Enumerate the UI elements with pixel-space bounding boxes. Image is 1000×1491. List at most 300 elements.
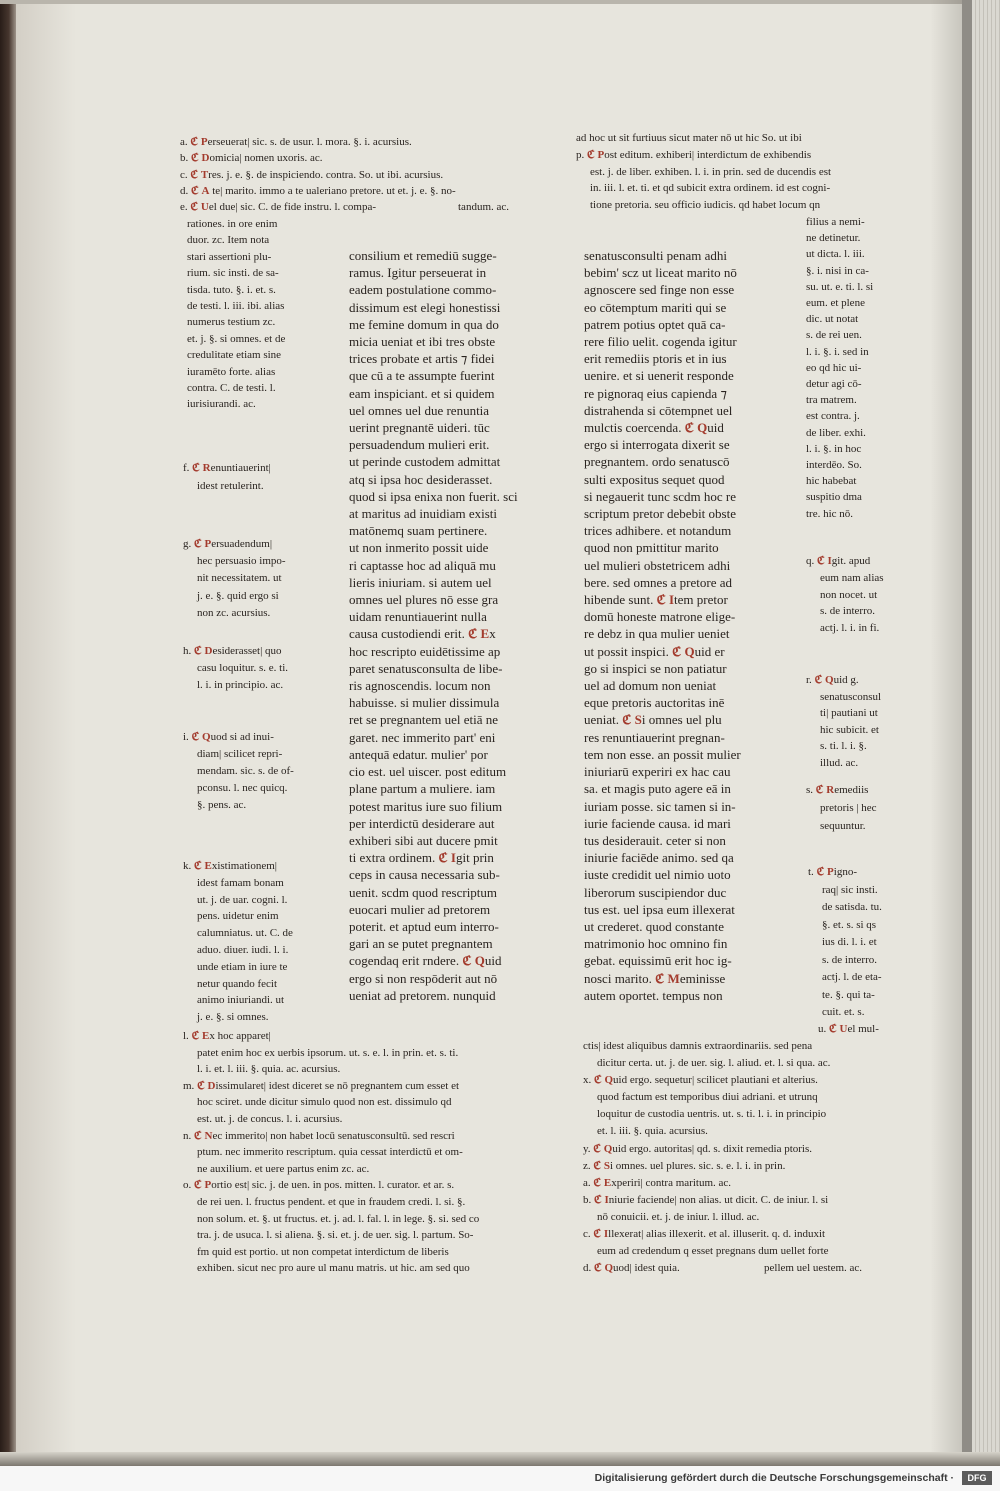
rubricated-initial: P <box>827 866 834 878</box>
gloss-line: rium. sic insti. de sa- <box>187 267 279 280</box>
page-leaves-edge <box>972 0 1000 1466</box>
gloss-line: fm quid est portio. ut non competat interdictum de liberis <box>197 1245 449 1258</box>
gloss-line: nit necessitatem. ut <box>197 572 282 585</box>
text-line: iniuriarū experiri ex hac cau <box>584 764 731 780</box>
gloss-line: animo iniuriandi. ut <box>197 994 285 1007</box>
page-fore-edge <box>962 0 972 1466</box>
text-line: senatusconsulti penam adhi <box>584 248 727 263</box>
gloss-line: l. i. §. i. sed in <box>806 345 869 358</box>
gloss-line: §. pens. ac. <box>197 799 247 811</box>
gloss-line: pretoris | hec <box>820 802 877 814</box>
gloss-line: loquitur de custodia uentris. ut. s. ti. l. i. in principio <box>597 1108 827 1121</box>
rubricated-initial: E <box>202 1030 210 1042</box>
gloss-bottom-right <box>583 1038 830 1277</box>
gutter-shadow <box>16 0 76 1466</box>
text-line: ueniat ad pretorem. nunquid <box>349 987 496 1003</box>
rubricated-initial: P <box>597 148 605 161</box>
gloss-line: l. i. §. in hoc <box>806 442 862 455</box>
text-line: domū honeste matrone elige- <box>584 609 736 625</box>
text-line: me femine domum in qua do <box>349 316 499 332</box>
text-line: ut non inmerito possit uide <box>349 540 489 556</box>
paragraph-mark: ℭ <box>197 1079 205 1092</box>
gloss-line: s. de interro. <box>820 605 875 618</box>
gloss-line: su. ut. e. ti. l. si <box>806 280 874 293</box>
rubricated-initial: I <box>668 592 675 608</box>
rubricated-initial: Q <box>684 643 695 659</box>
text-line: ti extra ordinem. ℭ Igit prin <box>349 850 494 866</box>
paragraph-mark: ℭ <box>829 1023 837 1035</box>
gloss-bottom-left <box>183 1028 479 1277</box>
gloss-line: a. ℭ Experiri| contra maritum. ac. <box>583 1176 732 1189</box>
text-line: eadem postulatione commo- <box>349 282 497 298</box>
gloss-line: credulitate etiam sine <box>187 349 282 362</box>
gloss-line: tisda. tuto. §. i. et. s. <box>187 283 276 296</box>
gloss-line: f. ℭ Renuntiauerint| <box>183 462 271 474</box>
gloss-line: l. i. et. l. iii. §. quia. ac. acursius. <box>197 1063 341 1076</box>
text-line: quod si ipsa enixa non fuerit. sci <box>349 488 518 504</box>
text-line: eque pretoris auctoritas inē <box>584 695 725 711</box>
text-line: re pignoraq eius capienda ⁊ <box>584 385 727 401</box>
text-line: quod non pmittitur marito <box>584 540 719 556</box>
gloss-line: z. ℭ Si omnes. uel plures. sic. s. e. l. i. in prin. <box>583 1159 786 1172</box>
gloss-line: ptum. nec immerito rescriptum. quia cessat interdictū et om- <box>197 1146 463 1159</box>
gloss-line: ti| pautiani ut <box>820 707 878 720</box>
gloss-line: non nocet. ut <box>820 588 878 601</box>
rubricated-initial: Q <box>697 420 708 436</box>
text-line: trices adhibere. et notandum <box>584 523 732 539</box>
gloss-line: tra. j. de usuca. l. si aliena. §. si. et. j. de uer. sig. l. partum. So- <box>197 1229 474 1242</box>
gloss-line: s. ti. l. i. §. <box>820 740 867 753</box>
gloss-line: m. ℭ Dissimularet| idest diceret se nō pregnantem cum esset et <box>183 1079 460 1092</box>
text-line: matōnemq suam pertinere. <box>349 523 488 539</box>
text-line: potest maritus iure suo filium <box>349 798 503 814</box>
gloss-line: §. i. nisi in ca- <box>806 264 869 277</box>
text-line: iuste credidit uel nimio uoto <box>584 867 731 883</box>
rubricated-initial: Q <box>825 674 834 686</box>
gloss-line: netur quando fecit <box>197 977 278 990</box>
gloss-line: filius a nemi- <box>806 216 865 228</box>
gloss-top-left-continuation <box>458 199 509 215</box>
rubricated-initial: U <box>200 201 209 214</box>
rubricated-initial: I <box>603 1228 609 1241</box>
text-line: atq si ipsa hoc desiderasset. <box>349 471 493 487</box>
paragraph-mark: ℭ <box>814 674 823 686</box>
funding-credit: Digitalisierung gefördert durch die Deutsche Forschungsgemeinschaft · <box>594 1472 954 1484</box>
rubricated-initial: M <box>667 970 680 986</box>
text-line: ut crederet. quod constante <box>584 918 725 934</box>
rubricated-initial: Q <box>604 1262 614 1275</box>
text-line: hibende sunt. ℭ Item pretor <box>584 592 728 608</box>
gloss-line: o. ℭ Portio est| sic. j. de uen. in pos. mitten. l. curator. et ar. s. <box>183 1179 455 1192</box>
gloss-line: duor. zc. Item nota <box>187 234 270 247</box>
rubricated-initial: S <box>603 1159 610 1172</box>
text-line: gari an se putet pregnantem <box>349 936 493 952</box>
paragraph-mark: ℭ <box>593 1228 602 1241</box>
gloss-line: y. ℭ Quid ergo. autoritas| qd. s. dixit remedia ptoris. <box>583 1142 813 1155</box>
gloss-top-right <box>576 130 831 214</box>
dfg-logo: DFG <box>962 1471 992 1485</box>
rubricated-initial: Q <box>202 731 211 743</box>
paragraph-mark: ℭ <box>593 1142 602 1155</box>
text-line: persuadendum mulieri erit. <box>349 437 490 453</box>
paragraph-mark: ℭ <box>593 1159 602 1172</box>
paragraph-mark: ℭ <box>594 1262 602 1275</box>
text-line: uenit. scdm quod rescriptum <box>349 884 498 900</box>
gloss-line: calumniatus. ut. C. de <box>197 927 293 940</box>
gloss-line: tra matrem. <box>806 394 857 407</box>
gloss-line: et. l. iii. §. quia. acursius. <box>597 1125 708 1138</box>
gloss-line: de rei uen. l. fructus pendent. et que in fraudem credi. l. si. §. <box>197 1195 466 1208</box>
gloss-left-margin <box>187 216 285 413</box>
text-line: ut perinde custodem admittat <box>349 454 501 470</box>
text-line: ret se pregnantem uel etiā ne <box>349 712 499 728</box>
text-line: matrimonio hoc omnino fin <box>584 936 728 952</box>
gloss-line: tandum. ac. <box>458 201 510 213</box>
text-line: cio est. uel uiscer. post editum <box>349 764 507 780</box>
gloss-line: hoc sciret. unde dicitur simulo quod non est. dissimulo qd <box>197 1096 452 1109</box>
gloss-line: est. j. de liber. exhiben. l. i. in prin. sed de ducendis est <box>590 165 832 178</box>
gloss-line: eo qd hic ui- <box>806 361 862 374</box>
rubricated-initial: I <box>604 1193 609 1206</box>
text-line: eam inspiciant. et si quidem <box>349 385 495 401</box>
gloss-line: exhiben. sicut nec pro aure ul manu matris. ut hic. am sed quo <box>197 1262 470 1275</box>
gloss-line: s. ℭ Remediis <box>806 784 869 796</box>
gloss-line: e. ℭ Uel due| sic. C. de fide instru. l. compa- <box>180 201 376 214</box>
gloss-i <box>183 729 294 814</box>
text-line: scriptum pretor debebit obste <box>584 506 736 522</box>
gloss-line: nō conuicii. et. j. de iniur. l. illud. ac. <box>597 1210 760 1223</box>
text-line: ris agnoscendis. locum non <box>349 678 491 694</box>
text-line: uel mulieri obstetricem adhi <box>584 557 731 573</box>
gloss-line: non zc. acursius. <box>197 606 271 619</box>
gloss-line: q. ℭ Igit. apud <box>806 555 871 567</box>
gloss-line: ut. j. de uar. cogni. l. <box>197 893 288 906</box>
gloss-line: pellem uel uestem. ac. <box>764 1262 863 1274</box>
gloss-t <box>808 864 882 1022</box>
gloss-line: de liber. exhi. <box>806 426 866 439</box>
paragraph-mark: ℭ <box>191 1030 200 1042</box>
gloss-line: quod factum est temporibus diui adriani. et utrunq <box>597 1091 818 1104</box>
paragraph-mark: ℭ <box>438 850 448 866</box>
text-line: uidam renuntiauerint nulla <box>349 609 487 625</box>
text-line: ri captasse hoc ad aliquā mu <box>349 557 496 573</box>
rubricated-initial: E <box>204 860 212 872</box>
gloss-k <box>183 858 293 1026</box>
rubricated-initial: E <box>603 1176 612 1189</box>
text-line: iuriam posse. sic tamen si in- <box>584 798 736 814</box>
gloss-line: hic habebat <box>806 475 857 488</box>
gloss-r <box>806 672 881 772</box>
paragraph-mark: ℭ <box>194 1179 202 1192</box>
gloss-line: h. ℭ Desiderasset| quo <box>183 645 282 657</box>
text-line: patrem potius optet quā ca- <box>584 316 726 332</box>
gloss-line: stari assertioni plu- <box>187 250 272 263</box>
gloss-line: x. ℭ Quid ergo. sequetur| scilicet plautiani et alterius. <box>583 1074 818 1087</box>
text-line: go si inspici se non patiatur <box>584 660 727 676</box>
gloss-line: j. e. §. quid ergo si <box>197 589 279 602</box>
text-line: euocari mulier ad pretorem <box>349 901 491 917</box>
gloss-line: p. ℭ Post editum. exhiberi| interdictum de exhibendis <box>576 148 812 161</box>
gloss-line: hec persuasio impo- <box>197 555 286 568</box>
gloss-line: iurisiurandi. ac. <box>187 398 256 411</box>
gloss-line: d. ℭ Quod| idest quia. <box>583 1262 680 1275</box>
rubricated-initial: I <box>450 850 456 866</box>
gloss-line: detur agi cō- <box>806 378 862 391</box>
paragraph-mark: ℭ <box>192 462 200 474</box>
paragraph-mark: ℭ <box>593 1176 602 1189</box>
gloss-line: suspitio dma <box>806 491 862 504</box>
gloss-line: r. ℭ Quid g. <box>806 674 859 686</box>
text-line: plane partum a muliere. iam <box>349 781 496 797</box>
gloss-line: k. ℭ Existimationem| <box>183 860 277 872</box>
gloss-line: ut dicta. l. iii. <box>806 248 865 261</box>
rubricated-initial: R <box>202 462 211 474</box>
text-line: at maritus ad inuidiam existi <box>349 506 498 522</box>
rubricated-initial: N <box>204 1129 213 1142</box>
gloss-line: s. de rei uen. <box>806 329 862 342</box>
text-line: si negauerit tunc scdm hoc re <box>584 488 736 504</box>
book-binding-edge <box>0 0 16 1466</box>
gloss-line: hic subicit. et <box>820 723 879 736</box>
paragraph-mark: ℭ <box>190 168 199 181</box>
rubricated-initial: R <box>826 784 835 796</box>
gloss-line: i. ℭ Quod si ad inui- <box>183 731 274 743</box>
text-line: ramus. Igitur perseuerat in <box>349 265 487 281</box>
text-line: antequā edatur. mulier' por <box>349 746 488 762</box>
paragraph-mark: ℭ <box>194 538 202 550</box>
text-line: uel omnes uel due renuntia <box>349 402 490 418</box>
gloss-line: ius di. l. i. et <box>822 936 877 948</box>
gloss-line: unde etiam in iure te <box>197 960 288 973</box>
text-line: micia ueniat et ibi tres obste <box>349 334 496 350</box>
paragraph-mark: ℭ <box>672 643 682 659</box>
text-line: tus est. uel ipsa eum illexerat <box>584 901 735 917</box>
gloss-line: cuit. et. s. <box>822 1006 865 1018</box>
gloss-line: patet enim hoc ex uerbis ipsorum. ut. s. e. l. in prin. et. s. ti. <box>197 1046 459 1059</box>
gloss-line: ne detinetur. <box>806 232 861 245</box>
page-bottom-edge <box>0 1452 1000 1466</box>
gloss-line: pconsu. l. nec quicq. <box>197 782 288 794</box>
rubricated-initial: Q <box>603 1142 613 1155</box>
paragraph-mark: ℭ <box>191 731 200 743</box>
rubricated-initial: P <box>204 1179 212 1192</box>
gloss-line: t. ℭ Pigno- <box>808 866 858 878</box>
text-line: garet. nec immerito part' eni <box>349 729 496 745</box>
gloss-line: de testi. l. iii. ibi. alias <box>187 300 285 313</box>
text-line: uenire. et si uenerit responde <box>584 368 734 384</box>
text-line: uel ad domum non ueniat <box>584 678 717 694</box>
paragraph-mark: ℭ <box>684 420 694 436</box>
paragraph-mark: ℭ <box>815 784 824 796</box>
gloss-line: iuramēto forte. alias <box>187 365 276 378</box>
text-line: erit remediis ptoris et in ius <box>584 351 727 367</box>
gloss-line: illud. ac. <box>820 756 859 769</box>
paragraph-mark: ℭ <box>468 626 478 642</box>
gloss-line: b. ℭ Iniurie faciende| non alias. ut dicit. C. de iniur. l. si <box>583 1193 829 1206</box>
paragraph-mark: ℭ <box>656 592 666 608</box>
gloss-line: s. de interro. <box>822 953 877 966</box>
gloss-line: idest famam bonam <box>197 876 284 889</box>
gloss-line: rationes. in ore enim <box>187 218 278 230</box>
text-line: exhiberi sibi aut ducere pmit <box>349 832 498 848</box>
gloss-f <box>183 459 271 495</box>
gloss-line: §. et. s. si qs <box>822 918 877 931</box>
rubricated-initial: D <box>201 152 210 165</box>
paragraph-mark: ℭ <box>462 953 472 969</box>
text-line: iurie faciende causa. id mari <box>584 815 731 831</box>
text-line: uerint pregnantē uideri. tūc <box>349 420 490 436</box>
text-line: cogendaq erit rndere. ℭ Quid <box>349 953 502 969</box>
gloss-line: te. §. qui ta- <box>822 988 875 1001</box>
gloss-line: a. ℭ Perseuerat| sic. s. de usur. l. mora. §. i. acursius. <box>180 136 412 148</box>
text-line: bere. sed omnes a pretore ad <box>584 574 732 590</box>
text-line: bebim' scz ut liceat marito nō <box>584 265 737 281</box>
gloss-h <box>183 643 288 694</box>
gloss-line: tione pretoria. seu officio iudicis. qd habet locum qn <box>590 199 821 211</box>
gloss-line: dicitur certa. ut. j. de uer. sig. l. aliud. et. l. si qua. ac. <box>597 1057 831 1070</box>
paragraph-mark: ℭ <box>190 201 199 214</box>
gloss-line: j. e. §. si omnes. <box>197 1011 269 1024</box>
text-line: sulti expositus sequet quod <box>584 471 725 487</box>
gloss-line: d. ℭ A te| marito. immo a te ualeriano pretore. ut et. j. e. §. no- <box>180 184 456 197</box>
gloss-top-left <box>180 134 456 215</box>
text-line: eo cōtemptum mariti qui se <box>584 299 727 315</box>
text-line: sa. et magis puto agere eā in <box>584 781 731 797</box>
gloss-line: de satisda. tu. <box>822 901 882 913</box>
paragraph-mark: ℭ <box>194 1129 202 1142</box>
gloss-line: c. ℭ Tres. j. e. §. de inspiciendo. contra. So. ut ibi. acursius. <box>180 168 444 181</box>
text-line: dissimum est elegi honestissi <box>349 299 501 315</box>
text-line: tus desiderauit. ceter si non <box>584 832 726 848</box>
paragraph-mark: ℭ <box>622 712 632 728</box>
paragraph-mark: ℭ <box>191 184 199 197</box>
text-line: poterit. et aptud eum interro- <box>349 918 499 934</box>
text-line: lieris iniuriam. si autem uel <box>349 574 492 590</box>
gloss-line: numerus testium zc. <box>187 316 276 329</box>
text-line: ceps in causa necessaria sub- <box>349 867 500 883</box>
paragraph-mark: ℭ <box>194 860 202 872</box>
gloss-line: actj. l. i. in fi. <box>820 622 880 635</box>
text-line: consilium et remediū sugge- <box>349 248 497 263</box>
paragraph-mark: ℭ <box>194 645 202 657</box>
gloss-line: senatusconsul <box>820 690 882 703</box>
main-text-left-column <box>349 247 518 1004</box>
paragraph-mark: ℭ <box>594 1193 602 1206</box>
rubricated-initial: D <box>204 645 213 657</box>
gloss-line: idest retulerint. <box>197 480 264 492</box>
rubricated-initial: E <box>480 626 490 642</box>
gloss-line: diam| scilicet repri- <box>197 748 283 760</box>
rubricated-initial: Q <box>474 953 485 969</box>
text-line: ergo si interrogata dixerit se <box>584 437 730 453</box>
text-line: trices probate et artis ⁊ fidei <box>349 351 495 367</box>
gloss-line: l. i. in principio. ac. <box>197 679 284 691</box>
digitization-footer <box>0 1466 1000 1491</box>
rubricated-initial: Q <box>604 1074 614 1087</box>
gloss-line: sequuntur. <box>820 820 866 832</box>
gloss-line: eum. et plene <box>806 297 865 310</box>
gloss-line: eum nam alias <box>820 571 884 584</box>
rubricated-initial: D <box>207 1079 216 1092</box>
text-line: que cū a te assumpte fuerint <box>349 368 495 384</box>
paragraph-mark: ℭ <box>587 148 595 161</box>
text-line: paret senatusconsulta de libe- <box>349 660 503 676</box>
gloss-line: l. ℭ Ex hoc apparet| <box>183 1030 271 1042</box>
gloss-line: et. j. §. si omnes. et de <box>187 332 286 345</box>
gloss-right-margin <box>806 214 873 522</box>
text-line: mulctis coercenda. ℭ Quid <box>584 420 724 436</box>
gloss-line: actj. l. de eta- <box>822 971 882 983</box>
text-line: nosci marito. ℭ Meminisse <box>584 970 726 986</box>
paragraph-mark: ℭ <box>655 970 665 986</box>
page-right-shadow <box>930 0 962 1466</box>
gloss-line: b. ℭ Domicia| nomen uxoris. ac. <box>180 152 323 165</box>
gloss-u <box>818 1021 879 1038</box>
text-line: ueniat. ℭ Si omnes uel plu <box>584 712 722 728</box>
gloss-line: eum ad credendum q esset pregnans dum uellet forte <box>597 1245 829 1258</box>
gloss-line: aduo. diuer. iudi. l. i. <box>197 943 289 956</box>
gloss-g <box>183 536 286 622</box>
gloss-line: raq| sic insti. <box>822 883 878 896</box>
gloss-line: ctis| idest aliquibus damnis extraordinariis. sed pena <box>583 1040 813 1052</box>
gloss-line: in. iii. l. et. ti. et qd subicit extra ordinem. id est cogni- <box>590 182 831 195</box>
text-line: distrahenda si cōtempnet uel <box>584 402 733 418</box>
rubricated-initial: U <box>839 1023 848 1035</box>
text-line: autem oportet. tempus non <box>584 987 723 1003</box>
gloss-line: tre. hic nō. <box>806 507 854 520</box>
paragraph-mark: ℭ <box>594 1074 602 1087</box>
rubricated-initial: I <box>827 555 832 567</box>
text-line: habuisse. si mulier dissimula <box>349 695 500 711</box>
gloss-line: mendam. sic. s. de of- <box>197 765 294 777</box>
text-line: causa custodiendi erit. ℭ Ex <box>349 626 496 642</box>
text-line: res renuntiauerint pregnan- <box>584 729 725 745</box>
gloss-line: interdēo. So. <box>806 459 862 472</box>
text-line: tem non esse. an possit mulier <box>584 746 741 762</box>
gloss-line: est. ut. j. de concus. l. i. acursius. <box>197 1112 343 1125</box>
gloss-line: u. ℭ Uel mul- <box>818 1023 879 1035</box>
text-line: hoc rescripto euidētissime ap <box>349 643 501 659</box>
text-line: gebat. equissimū erit hoc ig- <box>584 953 732 969</box>
paragraph-mark: ℭ <box>190 136 199 148</box>
rubricated-initial: P <box>200 136 208 148</box>
gloss-bottom-right-continuation <box>764 1260 862 1277</box>
gloss-line: n. ℭ Nec immerito| non habet locū senatusconsultū. sed rescri <box>183 1129 455 1142</box>
text-line: rere filio uelit. cogenda igitur <box>584 334 737 350</box>
gloss-line: dic. ut notat <box>806 313 859 326</box>
gloss-line: c. ℭ Illexerat| alias illexerit. et al. illuserit. q. d. induxit <box>583 1228 826 1241</box>
paragraph-mark: ℭ <box>191 152 199 165</box>
page-top-edge <box>0 0 1000 4</box>
gloss-line: casu loquitur. s. e. ti. <box>197 662 289 674</box>
gloss-q <box>806 553 884 637</box>
text-line: per interdictū desiderare aut <box>349 815 495 831</box>
text-line: iniurie faciēde animo. sed qa <box>584 850 734 866</box>
text-line: omnes uel plures nō esse gra <box>349 592 499 608</box>
rubricated-initial: T <box>200 168 209 181</box>
gloss-line: ad hoc ut sit furtiuus sicut mater nō ut hic So. ut ibi <box>576 132 802 144</box>
text-line: ut possit inspici. ℭ Quid er <box>584 643 725 659</box>
gloss-line: g. ℭ Persuadendum| <box>183 538 273 550</box>
gloss-line: pens. uidetur enim <box>197 910 279 923</box>
gloss-line: non solum. et. §. ut fructus. et. j. ad. l. fal. l. in lege. §. si. sed co <box>197 1212 480 1225</box>
gloss-line: est contra. j. <box>806 410 860 423</box>
paragraph-mark: ℭ <box>816 866 825 878</box>
paragraph-mark: ℭ <box>817 555 825 567</box>
gloss-line: ne auxilium. et uere partus enim zc. ac. <box>197 1162 370 1175</box>
rubricated-initial: P <box>204 538 212 550</box>
rubricated-initial: S <box>634 712 642 728</box>
